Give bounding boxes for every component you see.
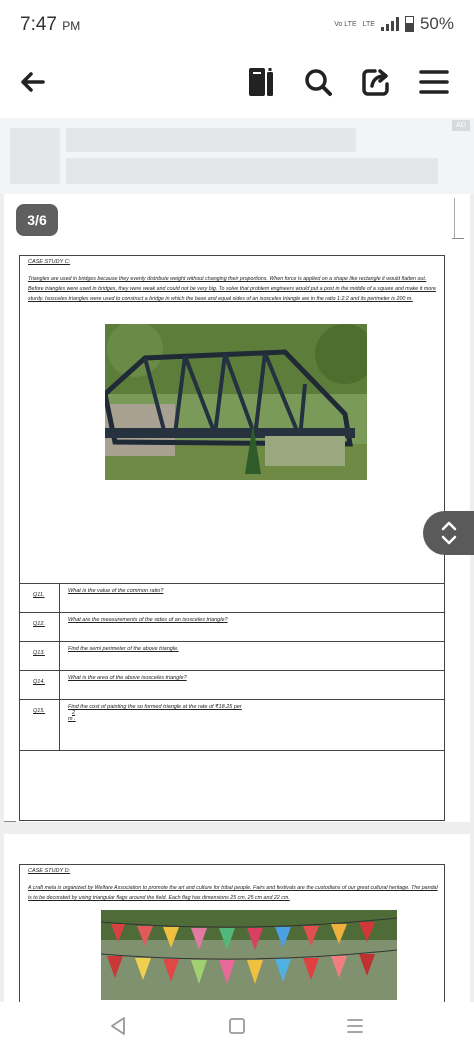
question-text: Find the semi perimeter of the above triangle. — [68, 646, 179, 652]
status-icons — [334, 14, 454, 34]
question-row — [19, 641, 445, 671]
document-viewer[interactable] — [0, 194, 474, 1002]
question-text: What is the value of the common ratio? — [68, 588, 164, 594]
question-number: Q15. — [20, 700, 60, 750]
toolbar — [0, 52, 474, 112]
battery-percent: 50% — [419, 14, 454, 33]
system-navigation-bar — [0, 1002, 474, 1053]
case-study-title: CASE STUDY D: — [28, 868, 71, 874]
search-icon — [303, 67, 333, 97]
question-text: What are the measurements of the sides of an isosceles triangle? — [68, 617, 228, 623]
question-row — [19, 583, 445, 613]
triangle-back-icon — [109, 1016, 127, 1036]
case-study-text: A craft mela is organized by Welfare Association to promote the art and culture for tribal people. Fairs and festivals are the custodians of our great cultural heritage. The pandal is to be decorated by using triangular flags around the field. Each flag has dimensions 25 cm, 25 cm and 22 cm. — [28, 885, 438, 901]
ad-thumbnail — [10, 128, 60, 184]
case-study-title: CASE STUDY C: — [28, 259, 71, 265]
square-home-icon — [228, 1017, 246, 1035]
question-row — [19, 670, 445, 700]
menu-button[interactable] — [414, 62, 454, 102]
case-study-text: Triangles are used in bridges because they evenly distribute weight without changing their proportions. When force is applied on a shape like rectangle it would flatten out. Before triangles were used in bridges, they were weak and could not be very big. To solve that problem engineers would put a post in the middle of a square and make it more sturdy. Isosceles triangles were used to construct a bridge in which the base and equal sides of an isosceles triangle are in the ratio 1:2:2 and its perimeter is 200 m. — [28, 276, 436, 302]
status-time: 7:47 PM — [20, 14, 81, 35]
ad-tag: AD — [452, 120, 470, 131]
search-button[interactable] — [298, 62, 338, 102]
fast-scroll-handle[interactable] — [423, 511, 474, 555]
nav-home-button[interactable] — [225, 1014, 249, 1038]
question-row — [19, 612, 445, 642]
menu-icon — [419, 69, 449, 95]
question-number: Q14. — [20, 671, 60, 699]
question-row — [19, 699, 445, 751]
flags-image — [101, 910, 397, 1000]
case-study-d — [19, 864, 445, 1002]
back-button[interactable] — [12, 62, 52, 102]
signal-icon — [381, 17, 399, 31]
bridge-image — [105, 324, 367, 480]
battery-icon — [405, 16, 414, 32]
page-indicator: 3/6 — [16, 204, 58, 236]
ad-banner[interactable] — [0, 118, 474, 194]
question-text: Find the cost of painting the so formed triangle at the rate of ₹18.25 per 2 m . — [68, 704, 242, 722]
chevron-up-down-icon — [440, 520, 458, 546]
question-number: Q13. — [20, 642, 60, 670]
volte-icon: Vo LTE — [334, 20, 357, 28]
nav-back-button[interactable] — [106, 1014, 130, 1038]
reading-mode-button[interactable] — [241, 62, 281, 102]
menu-lines-icon — [346, 1018, 364, 1034]
ad-title-placeholder — [66, 128, 356, 152]
reading-mode-icon — [246, 66, 276, 98]
question-text: What is the area of the above isosceles triangle? — [68, 675, 187, 681]
network-type: LTE — [362, 20, 375, 28]
share-icon — [361, 67, 391, 97]
question-number: Q11. — [20, 584, 60, 612]
question-number: Q12. — [20, 613, 60, 641]
nav-recents-button[interactable] — [343, 1014, 367, 1038]
status-bar — [0, 0, 474, 52]
ad-text-placeholder — [66, 158, 438, 184]
document-page — [4, 194, 470, 822]
document-page — [4, 834, 470, 1002]
arrow-left-icon — [19, 71, 45, 93]
share-button[interactable] — [356, 62, 396, 102]
